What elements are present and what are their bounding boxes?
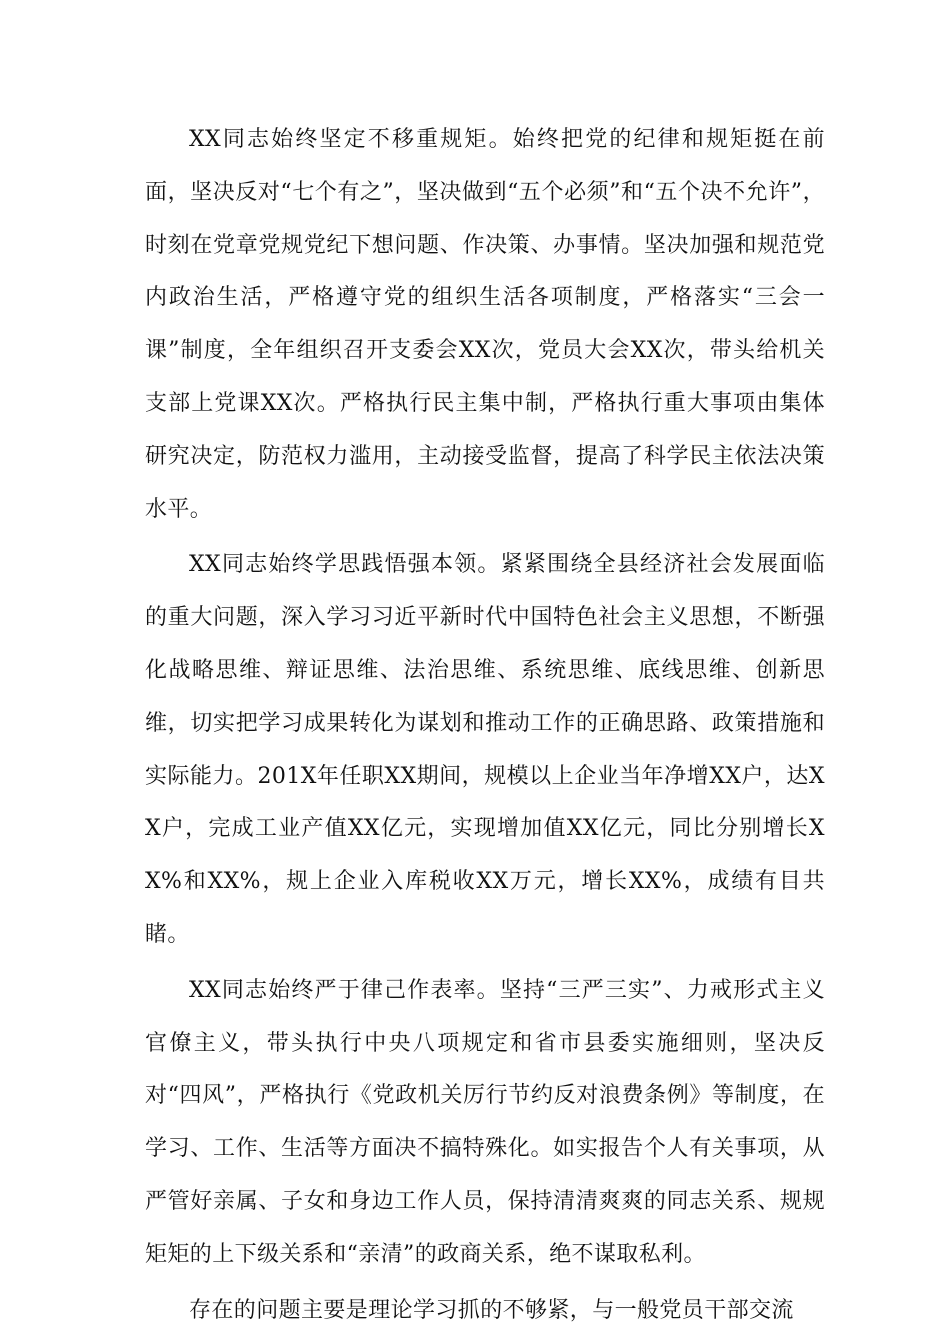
paragraph-learning: XX同志始终学思践悟强本领。紧紧围绕全县经济社会发展面临的重大问题，深入学习习近平新时代中国特色社会主义思想，不断强化战略思维、辩证思维、法治思维、系统思维、底线思维、创新思维，切实把学习成果转化为谋划和推动工作的正确思路、政策措施和实际能力。201X年任职XX期间，规模以上企业当年净增XX户，达XX户，完成工业产值XX亿元，实现增加值XX亿元，同比分别增长XX%和XX%，规上企业入库税收XX万元，增长XX%，成绩有目共睹。 bbox=[145, 552, 825, 947]
document-body bbox=[145, 114, 825, 1340]
paragraph-rules: XX同志始终坚定不移重规矩。始终把党的纪律和规矩挺在前面，坚决反对“七个有之”，坚决做到“五个必须”和“五个决不允许”，时刻在党章党规党纪下想问题、作决策、办事情。坚决加强和规范党内政治生活，严格遵守党的组织生活各项制度，严格落实“三会一课”制度，全年组织召开支委会XX次，党员大会XX次，带头给机关支部上党课XX次。严格执行民主集中制，严格执行重大事项由集体研究决定，防范权力滥用，主动接受监督，提高了科学民主依法决策水平。 bbox=[145, 127, 825, 522]
paragraph-self-discipline: XX同志始终严于律己作表率。坚持“三严三实”、力戒形式主义官僚主义，带头执行中央八项规定和省市县委实施细则，坚决反对“四风”，严格执行《党政机关厉行节约反对浪费条例》等制度，在学习、工作、生活等方面决不搞特殊化。如实报告个人有关事项，从严管好亲属、子女和身边工作人员，保持清清爽爽的同志关系、规规矩矩的上下级关系和“亲清”的政商关系，绝不谋取私利。 bbox=[145, 977, 825, 1267]
paragraph-problems: 存在的问题主要是理论学习抓的不够紧，与一般党员干部交流 bbox=[189, 1297, 794, 1323]
